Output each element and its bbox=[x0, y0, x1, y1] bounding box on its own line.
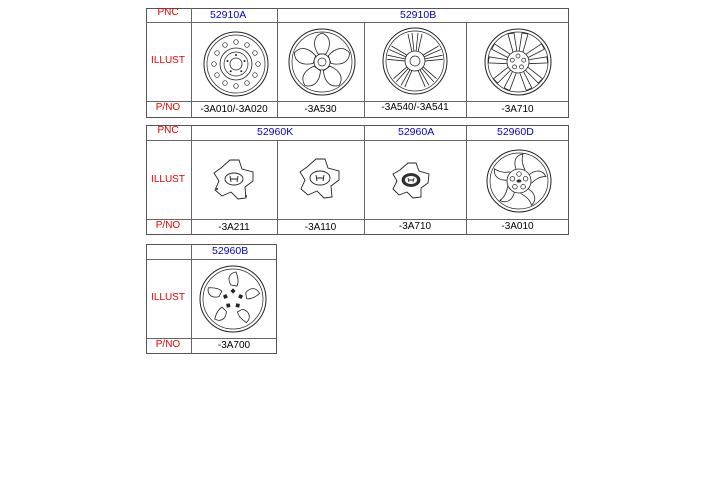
center-cap-flat-icon bbox=[390, 160, 432, 200]
part-number[interactable]: -3A010 bbox=[501, 221, 534, 232]
pnc-label: PNC bbox=[157, 7, 179, 18]
part-number[interactable]: -3A010/-3A020 bbox=[200, 104, 268, 115]
alloy-wheel-split-spoke-icon bbox=[381, 26, 449, 96]
part-number[interactable]: -3A710 bbox=[398, 221, 432, 232]
part-number[interactable]: -3A710 bbox=[501, 104, 534, 115]
pnc-52910B[interactable]: 52910B bbox=[397, 9, 439, 21]
pnc-52960K[interactable]: 52960K bbox=[254, 126, 296, 138]
full-wheel-cover-icon bbox=[485, 148, 553, 214]
alloy-wheel-twin-spoke-icon bbox=[483, 27, 553, 97]
center-cap-star-icon bbox=[297, 156, 343, 200]
steel-wheel-icon bbox=[202, 30, 270, 98]
part-number[interactable]: -3A211 bbox=[218, 222, 250, 233]
alloy-wheel-5-spoke-icon bbox=[287, 27, 357, 97]
pnc-52960A[interactable]: 52960A bbox=[395, 126, 437, 138]
center-cap-star-icon bbox=[211, 157, 257, 201]
illust-label: ILLUST bbox=[151, 174, 185, 185]
pno-label: P/NO bbox=[155, 102, 181, 113]
part-number[interactable]: -3A700 bbox=[217, 340, 251, 351]
part-number[interactable]: -3A530 bbox=[304, 104, 337, 115]
pnc-52960D[interactable]: 52960D bbox=[494, 126, 537, 138]
illust-label: ILLUST bbox=[151, 292, 185, 303]
pnc-52910A[interactable]: 52910A bbox=[207, 9, 249, 21]
part-number[interactable]: -3A540/-3A541 bbox=[381, 102, 449, 113]
part-number[interactable]: -3A110 bbox=[304, 222, 337, 233]
pno-label: P/NO bbox=[155, 339, 181, 350]
pno-label: P/NO bbox=[155, 220, 181, 231]
pnc-label: PNC bbox=[157, 125, 179, 136]
pnc-52960B[interactable]: 52960B bbox=[209, 245, 251, 257]
illust-label: ILLUST bbox=[151, 55, 185, 66]
wheel-cover-5-slot-icon bbox=[198, 264, 268, 334]
